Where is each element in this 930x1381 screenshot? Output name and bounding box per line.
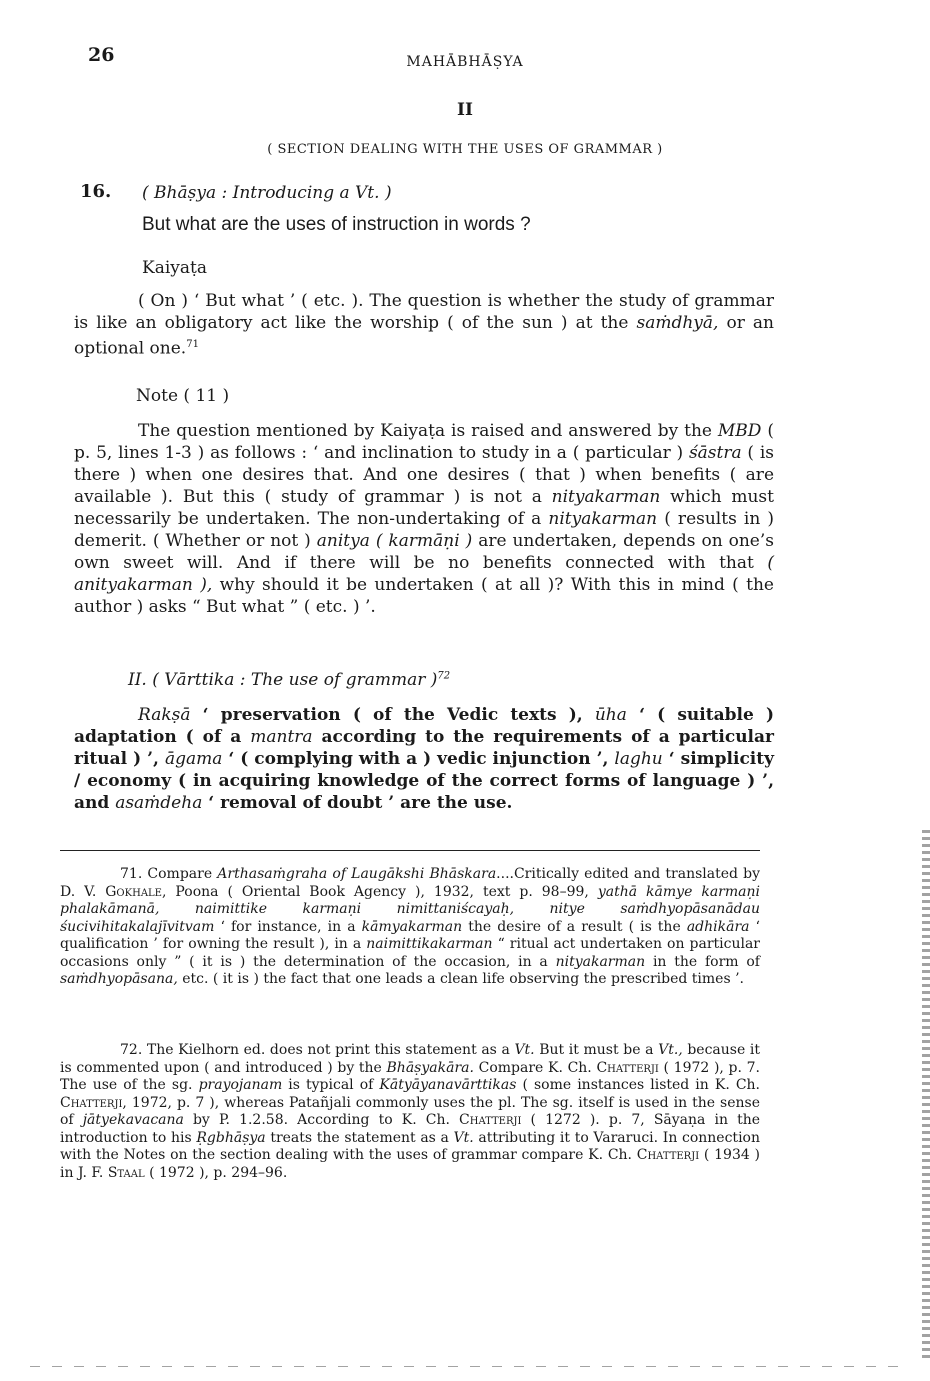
footnote-72: 72. The Kielhorn ed. does not print this statement as a Vt. But it must be a Vt., because it is commented upon ( and introduced ) by the Bhāṣyakāra. Compare K. Ch. Chatterji ( 1972 ), p. 7. The use of the sg. prayojanam is typical of Kātyāyanavārttikas ( some instances listed in K. Ch. Chatterji, 1972, p. 7 ), whereas Patañjali commonly uses the pl. The sg. itself is used in the sense of jātyekavacana by P. 1.2.58. According to K. Ch. Chatterji ( 1272 ). p. 7, Sāyaṇa in the introduction to his Ṛgbhāṣya treats the statement as a Vt. attributing it to Vararuci. In connection with the Notes on the section dealing with the uses of grammar compare K. Ch. Chatterji ( 1934 ) in J. F. Staal ( 1972 ), p. 294–96. (60, 1042, 761, 1181)
kaiyata-label: Kaiyaṭa (142, 258, 207, 278)
running-title: MAHĀBHĀṢYA (406, 54, 524, 70)
note-paragraph: The question mentioned by Kaiyaṭa is raised and answered by the MBD ( p. 5, lines 1-3 ) as follows : ‘ and inclination to study in a ( particular ) śāstra ( is there ) when one desires that. And one desires ( that ) when benefits ( are available ). But this ( study of grammar ) is not a nityakarman which must necessarily be undertaken. The non-undertaking of a nityakarman ( results in ) demerit. ( Whether or not ) anitya ( karmāṇi ) are undertaken, depends on one’s own sweet will. And if there will be no benefits connected with that ( anityakarman ), why should it be undertaken ( at all )? With this in mind ( the author ) asks “ But what ” ( etc. ) ’. (74, 421, 774, 617)
note-label: Note ( 11 ) (136, 386, 230, 406)
kaiyata-paragraph: ( On ) ‘ But what ’ ( etc. ). The question is whether the study of grammar is like an obligatory act like the worship ( of the sun ) at the saṁdhyā, or an optional one.$^{71}$ (74, 291, 774, 359)
footnote-ref-71: 71 (186, 339, 199, 350)
page-number: 26 (88, 44, 115, 66)
section-numeral: II (457, 100, 473, 120)
varttika-paragraph: Rakṣā ‘ preservation ( of the Vedic texts ), ūha ‘ ( suitable ) adaptation ( of a mantra according to the requirements of a particular ritual ) ’, āgama ‘ ( complying with a ) vedic injunction ’, laghu ‘ simplicity / economy ( in acquiring knowledge of the correct forms of language ) ’, and asaṁdeha ‘ removal of doubt ’ are the use. (74, 705, 774, 813)
scan-bottom-artifact (30, 1366, 910, 1367)
footnote-ref-72: 72 (437, 670, 451, 682)
bhasya-question: But what are the uses of instruction in words ? (142, 214, 531, 235)
footnote-rule (60, 850, 760, 851)
section-heading: ( SECTION DEALING WITH THE USES OF GRAMMAR ) (267, 142, 663, 157)
item-number: 16. (80, 181, 112, 202)
footnote-71: 71. Compare Arthasaṁgraha of Laugākshi Bhāskara....Critically edited and translated by D. V. Gokhale, Poona ( Oriental Book Agency ), 1932, text p. 98–99, yathā kāmye karmaṇi phalakāmanā, naimittike karmaṇi nimittaniścayaḥ, nitye saṁdhyopāsanādau śucivihitakalajīvitvam ‘ for instance, in a kāmyakarman the desire of a result ( is the adhikāra ‘ qualification ’ for owning the result ), in a naimittikakarman “ ritual act undertaken on particular occasions only ” ( it is ) the determination of the occasion, in a nityakarman in the form of saṁdhyopāsana, etc. ( it is ) the fact that one leads a clean life observing the prescribed times ’. (60, 866, 761, 987)
scan-margin-artifact (922, 830, 930, 1360)
varttika-heading: II. ( Vārttika : The use of grammar )$^{72}$ (128, 670, 451, 690)
bhasya-intro: ( Bhāṣya : Introducing a Vt. ) (142, 183, 392, 203)
